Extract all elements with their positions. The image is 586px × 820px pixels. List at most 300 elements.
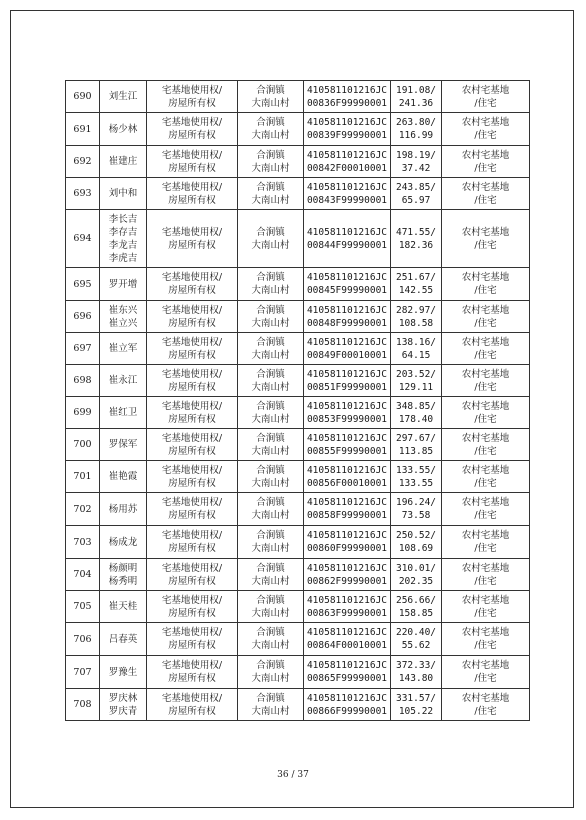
owner-name-cell (100, 656, 147, 689)
right-type-cell (147, 81, 238, 113)
parcel-code-line: 410581101216JC (306, 692, 388, 704)
owner-name-line: 吕春英 (108, 633, 138, 645)
area-values-line: 108.58 (398, 317, 434, 329)
right-type-line: 宅基地使用权/ (161, 497, 223, 508)
land-use-line: 农村宅基地 (461, 226, 510, 238)
record-number-cell: 691 (66, 113, 100, 146)
location-cell (238, 623, 304, 656)
right-type-cell (147, 210, 238, 268)
owner-name-line: 崔永江 (108, 375, 138, 386)
owner-name-cell (100, 493, 147, 526)
location-line: 大南山村 (251, 445, 290, 457)
owner-name-cell (100, 429, 147, 461)
land-use-line: /住宅 (474, 194, 497, 206)
location-cell (238, 365, 304, 397)
owner-name-line: 刘中和 (108, 188, 138, 199)
parcel-code-line: 410581101216JC (306, 562, 388, 574)
parcel-code-cell (304, 268, 391, 301)
right-type-cell (147, 301, 238, 333)
right-type-line: 房屋所有权 (168, 640, 216, 651)
record-number-cell: 702 (66, 493, 100, 526)
parcel-code-line: 410581101216JC (306, 627, 388, 638)
right-type-line: 房屋所有权 (168, 607, 216, 619)
parcel-code-line: 410581101216JC (306, 530, 388, 541)
location-cell (238, 493, 304, 526)
parcel-code-cell (304, 623, 391, 656)
land-use-line: 农村宅基地 (461, 497, 510, 508)
area-values-line: 220.40/ (395, 627, 437, 638)
area-values-line: 243.85/ (395, 181, 437, 193)
land-use-line: 农村宅基地 (461, 84, 510, 96)
record-number-cell: 703 (66, 526, 100, 559)
owner-name-line: 罗庆青 (108, 705, 138, 717)
right-type-cell (147, 333, 238, 365)
right-type-cell (147, 178, 238, 210)
parcel-code-cell (304, 81, 391, 113)
location-line: 大南山村 (251, 349, 290, 361)
owner-name-line: 刘生江 (108, 91, 138, 102)
parcel-code-cell (304, 333, 391, 365)
land-use-line: 农村宅基地 (461, 400, 510, 412)
owner-name-line: 崔立军 (108, 343, 138, 354)
area-values-cell (391, 623, 442, 656)
owner-name-cell (100, 365, 147, 397)
land-use-line: /住宅 (474, 97, 497, 109)
right-type-line: 房屋所有权 (168, 673, 216, 684)
owner-name-line: 罗豫生 (108, 666, 138, 678)
page-number: 36 / 37 (277, 770, 309, 780)
location-line: 大南山村 (251, 130, 290, 141)
table-row (66, 397, 530, 429)
right-type-cell (147, 365, 238, 397)
location-cell (238, 397, 304, 429)
area-values-line: 108.69 (398, 543, 434, 554)
location-line: 合涧镇 (256, 432, 285, 444)
right-type-cell (147, 623, 238, 656)
record-number-cell: 693 (66, 178, 100, 210)
location-cell (238, 178, 304, 210)
land-use-cell (442, 365, 530, 397)
parcel-code-cell (304, 365, 391, 397)
area-values-line: 202.35 (398, 575, 434, 587)
parcel-code-cell (304, 146, 391, 178)
table-row (66, 493, 530, 526)
right-type-line: 房屋所有权 (168, 705, 216, 717)
table-row (66, 656, 530, 689)
area-values-cell (391, 591, 442, 623)
owner-name-line: 杨秀明 (108, 575, 138, 587)
right-type-line: 房屋所有权 (168, 285, 216, 296)
location-line: 合涧镇 (256, 530, 285, 541)
parcel-code-cell (304, 461, 391, 493)
right-type-cell (147, 146, 238, 178)
land-use-line: 农村宅基地 (461, 660, 510, 671)
area-values-line: 133.55/ (395, 464, 437, 476)
location-cell (238, 210, 304, 268)
area-values-line: 55.62 (401, 640, 431, 651)
land-use-line: /住宅 (474, 285, 497, 296)
area-values-line: 116.99 (398, 130, 434, 141)
right-type-cell (147, 113, 238, 146)
area-values-cell (391, 268, 442, 301)
right-type-line: 房屋所有权 (168, 97, 216, 109)
right-type-cell (147, 461, 238, 493)
location-line: 合涧镇 (256, 181, 285, 193)
owner-name-cell (100, 461, 147, 493)
area-values-line: 178.40 (398, 413, 434, 425)
table-row (66, 526, 530, 559)
land-use-cell (442, 397, 530, 429)
parcel-code-cell (304, 493, 391, 526)
parcel-code-line: 00862F99990001 (306, 575, 388, 587)
right-type-line: 宅基地使用权/ (161, 432, 223, 444)
owner-name-cell (100, 113, 147, 146)
owner-name-line: 李龙吉 (108, 239, 138, 251)
parcel-code-cell (304, 656, 391, 689)
area-values-line: 331.57/ (395, 692, 437, 704)
right-type-line: 房屋所有权 (168, 349, 216, 361)
area-values-line: 297.67/ (395, 432, 437, 444)
land-use-line: /住宅 (474, 575, 497, 587)
parcel-code-line: 410581101216JC (306, 226, 388, 238)
owner-name-cell (100, 591, 147, 623)
right-type-line: 宅基地使用权/ (161, 368, 223, 380)
parcel-code-line: 410581101216JC (306, 464, 388, 476)
parcel-code-cell (304, 178, 391, 210)
location-line: 合涧镇 (256, 594, 285, 606)
right-type-line: 宅基地使用权/ (161, 149, 223, 161)
location-cell (238, 591, 304, 623)
land-use-line: 农村宅基地 (461, 336, 510, 348)
parcel-code-line: 00849F00010001 (306, 349, 388, 361)
land-use-line: 农村宅基地 (461, 594, 510, 606)
land-use-cell (442, 526, 530, 559)
record-number-cell: 704 (66, 559, 100, 591)
land-use-cell (442, 146, 530, 178)
land-use-cell (442, 268, 530, 301)
location-cell (238, 689, 304, 721)
area-values-cell (391, 365, 442, 397)
land-use-line: 农村宅基地 (461, 181, 510, 193)
area-values-line: 182.36 (398, 239, 434, 251)
location-line: 合涧镇 (256, 400, 285, 412)
parcel-code-line: 410581101216JC (306, 84, 388, 96)
location-line: 合涧镇 (256, 464, 285, 476)
location-line: 大南山村 (251, 510, 290, 521)
right-type-line: 房屋所有权 (168, 162, 216, 174)
area-values-line: 158.85 (398, 607, 434, 619)
owner-name-line: 李虎吉 (108, 252, 138, 264)
parcel-code-line: 00865F99990001 (306, 673, 388, 684)
owner-name-line: 崔建庄 (108, 156, 138, 167)
location-line: 大南山村 (251, 673, 290, 684)
location-line: 合涧镇 (256, 692, 285, 704)
area-values-line: 129.11 (398, 381, 434, 393)
right-type-line: 宅基地使用权/ (161, 627, 223, 638)
area-values-line: 37.42 (401, 162, 431, 174)
location-line: 大南山村 (251, 543, 290, 554)
location-line: 大南山村 (251, 575, 290, 587)
parcel-code-line: 410581101216JC (306, 117, 388, 128)
land-use-line: 农村宅基地 (461, 304, 510, 316)
parcel-code-cell (304, 301, 391, 333)
area-values-line: 372.33/ (395, 660, 437, 671)
location-line: 大南山村 (251, 413, 290, 425)
right-type-line: 房屋所有权 (168, 445, 216, 457)
location-cell (238, 429, 304, 461)
owner-name-line: 罗保军 (108, 439, 138, 450)
table-row (66, 689, 530, 721)
land-use-line: 农村宅基地 (461, 272, 510, 283)
area-values-line: 263.80/ (395, 117, 437, 128)
land-use-line: /住宅 (474, 349, 497, 361)
owner-name-line: 李长吉 (108, 213, 138, 225)
location-line: 大南山村 (251, 317, 290, 329)
location-line: 合涧镇 (256, 562, 285, 574)
table-row (66, 146, 530, 178)
location-line: 大南山村 (251, 640, 290, 651)
right-type-line: 宅基地使用权/ (161, 181, 223, 193)
land-use-cell (442, 689, 530, 721)
parcel-code-cell (304, 559, 391, 591)
area-values-cell (391, 656, 442, 689)
owner-name-line: 崔东兴 (108, 304, 138, 316)
parcel-code-line: 00853F99990001 (306, 413, 388, 425)
right-type-line: 房屋所有权 (168, 194, 216, 206)
table-row (66, 591, 530, 623)
owner-name-line: 崔立兴 (108, 317, 138, 329)
parcel-code-line: 410581101216JC (306, 272, 388, 283)
location-line: 大南山村 (251, 285, 290, 296)
record-number-cell: 707 (66, 656, 100, 689)
right-type-cell (147, 397, 238, 429)
land-use-line: /住宅 (474, 673, 497, 684)
right-type-line: 房屋所有权 (168, 239, 216, 251)
location-line: 合涧镇 (256, 84, 285, 96)
area-values-cell (391, 397, 442, 429)
location-line: 合涧镇 (256, 117, 285, 128)
table-row (66, 365, 530, 397)
location-line: 大南山村 (251, 239, 290, 251)
parcel-code-line: 410581101216JC (306, 660, 388, 671)
record-number-cell: 708 (66, 689, 100, 721)
land-use-cell (442, 113, 530, 146)
parcel-code-line: 00836F99990001 (306, 97, 388, 109)
owner-name-line: 杨颜明 (108, 562, 138, 574)
area-values-cell (391, 689, 442, 721)
area-values-line: 310.01/ (395, 562, 437, 574)
land-use-line: 农村宅基地 (461, 627, 510, 638)
land-use-cell (442, 461, 530, 493)
parcel-code-line: 410581101216JC (306, 181, 388, 193)
location-line: 合涧镇 (256, 627, 285, 638)
location-line: 合涧镇 (256, 304, 285, 316)
parcel-code-cell (304, 397, 391, 429)
area-values-cell (391, 301, 442, 333)
right-type-line: 宅基地使用权/ (161, 692, 223, 704)
location-line: 合涧镇 (256, 226, 285, 238)
area-values-line: 251.67/ (395, 272, 437, 283)
record-number-cell: 701 (66, 461, 100, 493)
parcel-code-line: 00839F99990001 (306, 130, 388, 141)
record-number-cell: 705 (66, 591, 100, 623)
area-values-cell (391, 429, 442, 461)
record-number-cell: 697 (66, 333, 100, 365)
table-body (66, 81, 530, 721)
right-type-cell (147, 268, 238, 301)
location-cell (238, 461, 304, 493)
owner-name-cell (100, 689, 147, 721)
table-row (66, 301, 530, 333)
location-cell (238, 268, 304, 301)
area-values-line: 282.97/ (395, 304, 437, 316)
record-number-cell: 706 (66, 623, 100, 656)
area-values-line: 203.52/ (395, 368, 437, 380)
owner-name-line: 崔红卫 (108, 407, 138, 418)
parcel-code-line: 00864F00010001 (306, 640, 388, 651)
location-line: 合涧镇 (256, 368, 285, 380)
land-use-line: 农村宅基地 (461, 464, 510, 476)
area-values-line: 133.55 (398, 477, 434, 489)
parcel-code-cell (304, 689, 391, 721)
land-use-line: /住宅 (474, 130, 497, 141)
location-line: 大南山村 (251, 607, 290, 619)
record-number-cell: 695 (66, 268, 100, 301)
right-type-cell (147, 526, 238, 559)
land-use-line: 农村宅基地 (461, 368, 510, 380)
parcel-code-line: 410581101216JC (306, 336, 388, 348)
area-values-line: 196.24/ (395, 497, 437, 508)
land-use-line: /住宅 (474, 317, 497, 329)
area-values-line: 73.58 (401, 510, 431, 521)
parcel-code-line: 00845F99990001 (306, 285, 388, 296)
owner-name-line: 杨少林 (108, 123, 138, 135)
location-cell (238, 656, 304, 689)
owner-name-line: 李存吉 (108, 226, 138, 238)
right-type-cell (147, 591, 238, 623)
land-use-line: /住宅 (474, 510, 497, 521)
table-row (66, 210, 530, 268)
parcel-code-line: 00855F99990001 (306, 445, 388, 457)
record-number-cell: 690 (66, 81, 100, 113)
location-line: 大南山村 (251, 194, 290, 206)
area-values-cell (391, 461, 442, 493)
location-line: 合涧镇 (256, 336, 285, 348)
table-row (66, 113, 530, 146)
parcel-code-line: 410581101216JC (306, 149, 388, 161)
table-row (66, 461, 530, 493)
right-type-line: 宅基地使用权/ (161, 400, 223, 412)
parcel-code-cell (304, 113, 391, 146)
land-use-line: /住宅 (474, 640, 497, 651)
table-row (66, 333, 530, 365)
owner-name-line: 杨用苏 (108, 503, 138, 515)
location-line: 大南山村 (251, 162, 290, 174)
parcel-code-line: 00858F99990001 (306, 510, 388, 521)
owner-name-cell (100, 210, 147, 268)
area-values-cell (391, 526, 442, 559)
right-type-line: 宅基地使用权/ (161, 272, 223, 283)
right-type-line: 房屋所有权 (168, 477, 216, 489)
land-use-cell (442, 210, 530, 268)
owner-name-cell (100, 333, 147, 365)
record-number-cell: 696 (66, 301, 100, 333)
right-type-line: 房屋所有权 (168, 130, 216, 141)
owner-name-cell (100, 81, 147, 113)
location-line: 大南山村 (251, 97, 290, 109)
land-use-line: /住宅 (474, 413, 497, 425)
area-values-cell (391, 493, 442, 526)
land-use-line: /住宅 (474, 239, 497, 251)
right-type-line: 宅基地使用权/ (161, 304, 223, 316)
right-type-line: 房屋所有权 (168, 317, 216, 329)
record-number-cell: 700 (66, 429, 100, 461)
parcel-code-line: 410581101216JC (306, 400, 388, 412)
land-use-cell (442, 623, 530, 656)
area-values-line: 142.55 (398, 285, 434, 296)
land-use-cell (442, 493, 530, 526)
area-values-line: 65.97 (401, 194, 431, 206)
location-cell (238, 559, 304, 591)
land-use-line: /住宅 (474, 445, 497, 457)
area-values-line: 191.08/ (395, 84, 437, 96)
record-number-cell: 694 (66, 210, 100, 268)
right-type-line: 宅基地使用权/ (161, 226, 223, 238)
table-row (66, 429, 530, 461)
owner-name-line: 杨成龙 (108, 536, 138, 548)
owner-name-cell (100, 301, 147, 333)
right-type-cell (147, 559, 238, 591)
property-rights-table (65, 80, 530, 721)
location-line: 合涧镇 (256, 497, 285, 508)
land-use-line: 农村宅基地 (461, 432, 510, 444)
land-use-line: /住宅 (474, 607, 497, 619)
right-type-line: 宅基地使用权/ (161, 562, 223, 574)
location-cell (238, 301, 304, 333)
right-type-line: 宅基地使用权/ (161, 660, 223, 671)
area-values-line: 113.85 (398, 445, 434, 457)
land-use-line: /住宅 (474, 477, 497, 489)
parcel-code-cell (304, 429, 391, 461)
land-use-cell (442, 591, 530, 623)
owner-name-cell (100, 397, 147, 429)
parcel-code-line: 00866F99990001 (306, 705, 388, 717)
parcel-code-line: 00860F99990001 (306, 543, 388, 554)
land-use-cell (442, 656, 530, 689)
land-use-line: 农村宅基地 (461, 117, 510, 128)
right-type-line: 宅基地使用权/ (161, 530, 223, 541)
area-values-cell (391, 333, 442, 365)
parcel-code-line: 00842F00010001 (306, 162, 388, 174)
owner-name-line: 罗开增 (108, 278, 138, 290)
land-use-line: 农村宅基地 (461, 562, 510, 574)
owner-name-line: 崔天桂 (108, 601, 138, 612)
table-row (66, 559, 530, 591)
land-use-cell (442, 429, 530, 461)
table-row (66, 623, 530, 656)
land-use-line: /住宅 (474, 705, 497, 717)
land-use-line: 农村宅基地 (461, 530, 510, 541)
location-cell (238, 146, 304, 178)
area-values-line: 198.19/ (395, 149, 437, 161)
owner-name-cell (100, 623, 147, 656)
land-use-line: /住宅 (474, 162, 497, 174)
area-values-line: 471.55/ (395, 226, 437, 238)
parcel-code-line: 00856F00010001 (306, 477, 388, 489)
owner-name-cell (100, 559, 147, 591)
location-line: 大南山村 (251, 477, 290, 489)
land-use-line: /住宅 (474, 381, 497, 393)
